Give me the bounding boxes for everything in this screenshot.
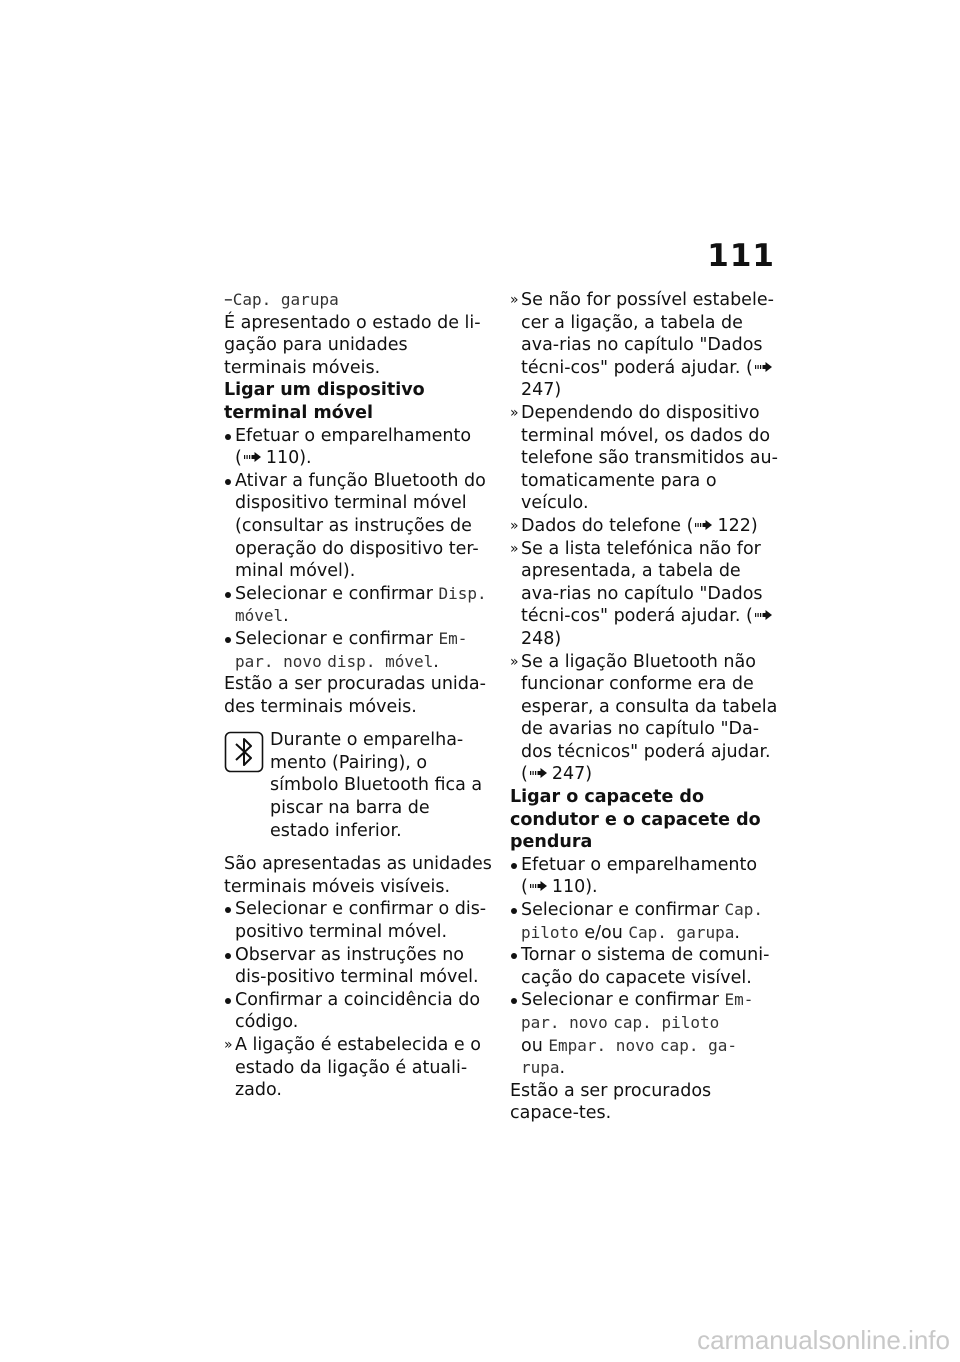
section-heading-mobile-device: Ligar um dispositivo terminal móvel <box>224 380 425 423</box>
ref-open: ( <box>521 877 528 898</box>
page-reference-arrow-icon <box>530 881 548 891</box>
punct: . <box>559 1058 566 1079</box>
ref-open: ( <box>521 764 528 785</box>
page-reference-arrow-icon <box>755 610 773 620</box>
list-item-text: Selecionar e confirmar o dis-positivo terminal móvel. <box>235 899 487 943</box>
result-item <box>510 289 780 402</box>
list-item-text: e/ou <box>578 922 629 943</box>
page-reference-arrow-icon <box>244 452 262 462</box>
list-item-text: Confirmar a coincidência do código. <box>235 989 481 1033</box>
list-item-text: Selecionar e confirmar <box>235 583 439 604</box>
list-item <box>224 898 492 943</box>
result-text: Dados do telefone <box>521 515 682 536</box>
bullet-icon <box>511 953 517 959</box>
searching-text: Estão a ser procuradas unida-des terminais móveis. <box>224 674 486 717</box>
list-item <box>224 989 492 1034</box>
code-empar-novo: Em-par. novo <box>235 628 468 671</box>
code-cap-garupa: Cap. garupa <box>628 922 735 942</box>
code-empar-novo: Em-par. novo <box>521 990 754 1032</box>
visible-devices-text: São apresentadas as unidades terminais móveis visíveis. <box>224 854 492 897</box>
list-item-text: Tornar o sistema de comuni-cação do capacete visível. <box>521 945 770 988</box>
code-empar-novo: Empar. novo <box>548 1035 655 1055</box>
page-ref: 110). <box>551 877 598 898</box>
result-item <box>224 1034 492 1102</box>
result-marker-icon: » <box>510 540 519 557</box>
result-item <box>510 538 780 651</box>
ref-open: ( <box>686 515 694 536</box>
ref-open: ( <box>746 357 753 378</box>
list-item <box>510 989 780 1079</box>
list-item-text: Selecionar e confirmar <box>521 900 725 921</box>
code-cap-piloto: Cap. piloto <box>521 900 763 942</box>
page-ref: 247) <box>521 380 562 401</box>
intro-text: É apresentado o estado de li-gação para unidades terminais móveis. <box>224 312 481 378</box>
list-item-text: Efetuar o emparelhamento <box>235 425 472 446</box>
bluetooth-note <box>224 729 492 842</box>
list-item <box>224 583 492 628</box>
bullet-icon <box>225 637 231 643</box>
page-ref: 247) <box>551 764 593 785</box>
code-disp-movel: Disp. móvel <box>235 583 487 626</box>
result-marker-icon: » <box>510 517 519 534</box>
list-item <box>224 425 492 470</box>
bullet-icon <box>511 863 517 869</box>
result-marker-icon: » <box>510 292 519 308</box>
result-marker-icon: » <box>510 653 519 670</box>
code-cap-piloto: cap. piloto <box>613 1013 720 1032</box>
punct: . <box>283 606 289 627</box>
watermark: carmanualsonline.info <box>697 1325 950 1355</box>
result-marker-icon: » <box>510 404 519 421</box>
bullet-icon <box>225 998 231 1004</box>
bullet-icon <box>511 908 517 914</box>
list-item-text: Selecionar e confirmar <box>235 628 439 649</box>
result-text: Dependendo do dispositivo terminal móvel, os dados do telefone são transmitidos au-tomaticamente para o veículo. <box>521 402 778 514</box>
ref-open: ( <box>235 448 242 469</box>
list-item <box>224 944 492 989</box>
code-cap-garupa: Cap. garupa <box>232 290 339 309</box>
bullet-icon <box>225 592 231 598</box>
punct: . <box>734 922 740 943</box>
list-item-text: Observar as instruções no dis-positivo terminal móvel. <box>235 944 479 988</box>
list-item <box>224 628 492 673</box>
bullet-icon <box>225 479 231 485</box>
page-number: 111 <box>707 238 775 274</box>
result-marker-icon: » <box>224 1037 233 1053</box>
page-reference-arrow-icon <box>755 362 773 372</box>
result-text: Se não for possível estabele-cer a ligação, a tabela de ava-rias no capítulo "Dados técni-cos" poderá ajudar. <box>521 290 774 378</box>
code-cap-garupa: cap. ga-rupa <box>521 1035 737 1078</box>
result-item <box>510 651 780 787</box>
list-item <box>224 470 492 583</box>
list-item-text: Efetuar o emparelhamento <box>521 854 758 875</box>
bluetooth-icon <box>224 731 264 773</box>
punct: . <box>433 651 439 672</box>
result-text: A ligação é estabelecida e o estado da ligação é atuali-zado. <box>235 1035 481 1101</box>
code-disp-movel: disp. móvel <box>327 651 434 671</box>
bullet-icon <box>225 907 231 913</box>
result-text: Se a ligação Bluetooth não funcionar conforme era de esperar, a consulta da tabela de avarias no capítulo "Da-dos técnicos" poderá ajudar. <box>521 651 778 762</box>
result-text: Se a lista telefónica não for apresentada, a tabela de ava-rias no capítulo "Dados técni-cos" poderá ajudar. <box>521 538 763 627</box>
result-item <box>510 515 780 538</box>
list-item-text: Selecionar e confirmar <box>521 990 725 1011</box>
intro-line <box>224 289 492 312</box>
page-reference-arrow-icon <box>530 768 548 778</box>
page-ref: 110). <box>265 448 312 469</box>
result-item <box>510 402 780 515</box>
list-item <box>510 944 780 989</box>
bullet-icon <box>225 434 231 440</box>
ref-open: ( <box>746 606 753 627</box>
bullet-icon <box>511 998 517 1004</box>
page-ref: 122) <box>717 515 758 536</box>
page-reference-arrow-icon <box>695 520 713 530</box>
right-column <box>510 289 780 1125</box>
bullet-icon <box>225 953 231 959</box>
list-item-text: Ativar a função Bluetooth do dispositivo terminal móvel (consultar as instruções de operação do dispositivo ter-minal móvel). <box>235 470 486 582</box>
list-item-text: ou <box>521 1035 549 1056</box>
searching-helmets-text: Estão a ser procurados capace-tes. <box>510 1080 712 1124</box>
left-column <box>224 289 492 1102</box>
dash: – <box>224 290 233 310</box>
section-heading-helmets: Ligar o capacete do condutor e o capacete do pendura <box>510 787 761 853</box>
page-ref: 248) <box>521 628 562 649</box>
list-item <box>510 899 780 944</box>
list-item <box>510 854 780 899</box>
bluetooth-note-text: Durante o emparelha-mento (Pairing), o símbolo Bluetooth fica a piscar na barra de estado inferior. <box>270 730 483 841</box>
